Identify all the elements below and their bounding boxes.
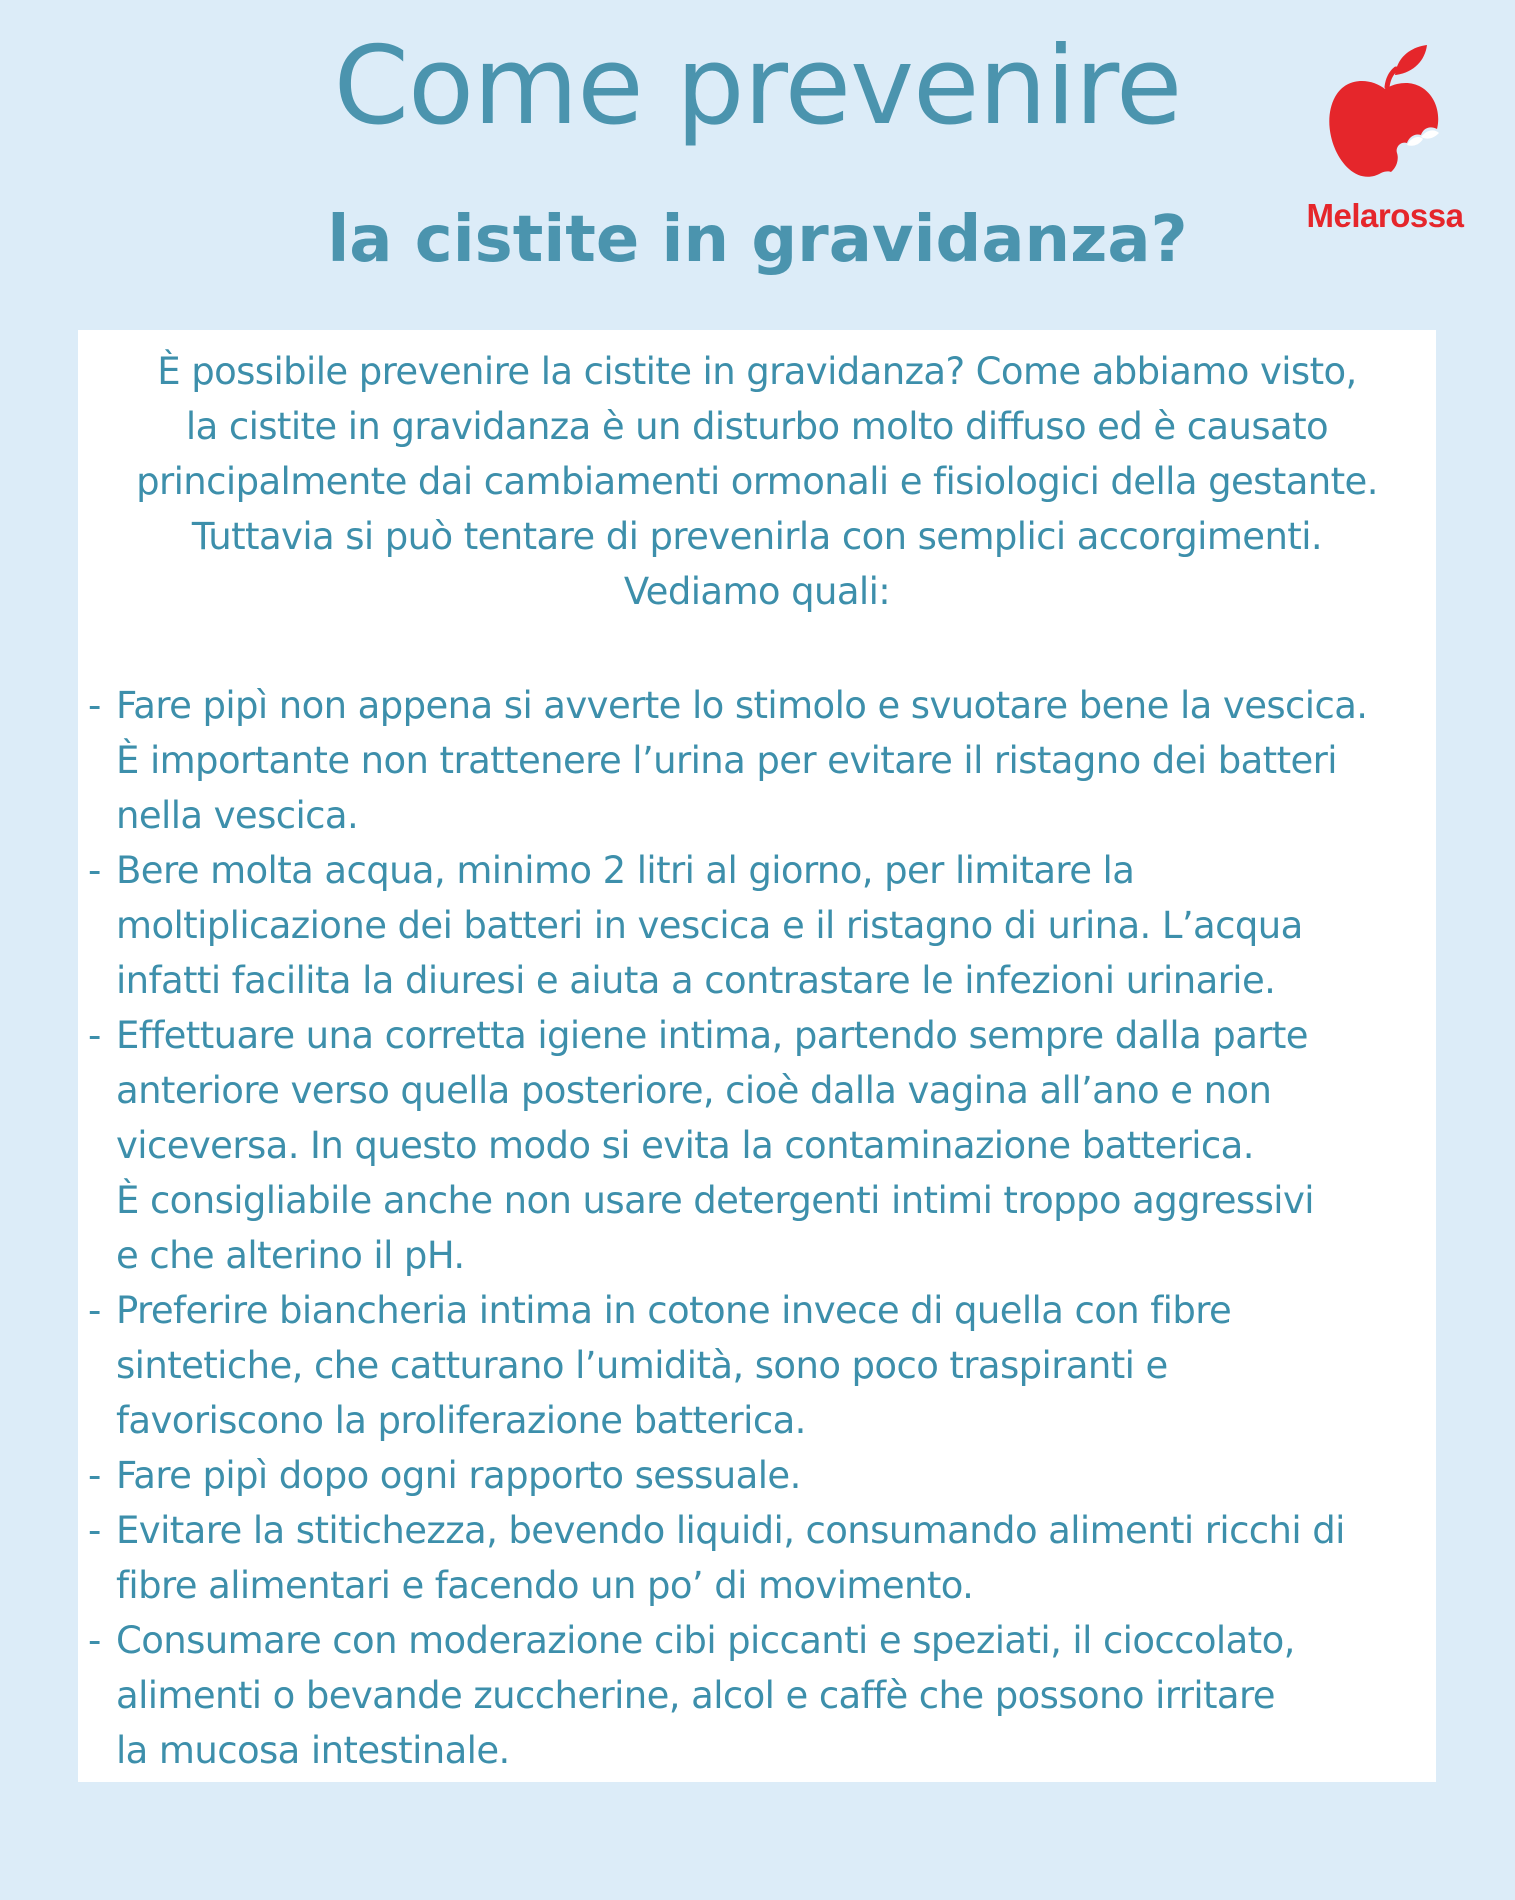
list-marker: - <box>88 1454 101 1497</box>
list-item-line: È importante non trattenere l’urina per evitare il ristagno dei batteri <box>116 739 1337 782</box>
list-item-line: Bere molta acqua, minimo 2 litri al giorno, per limitare la <box>116 849 1135 892</box>
list-item <box>88 1613 1433 1778</box>
intro-paragraph <box>78 344 1436 619</box>
list-item-line: Fare pipì non appena si avverte lo stimolo e svuotare bene la vescica. <box>116 684 1368 727</box>
content-panel <box>78 330 1436 1782</box>
list-item <box>88 843 1433 1008</box>
list-item-line: Effettuare una corretta igiene intima, partendo sempre dalla parte <box>116 1014 1308 1057</box>
brand-logo <box>1290 45 1480 245</box>
list-item-line: sintetiche, che catturano l’umidità, sono poco traspiranti e <box>116 1344 1168 1387</box>
list-item-line: e che alterino il pH. <box>116 1234 465 1277</box>
list-marker: - <box>88 684 101 727</box>
list-item-line: alimenti o bevande zuccherine, alcol e caffè che possono irritare <box>116 1674 1275 1717</box>
list-item <box>88 1283 1433 1448</box>
brand-name: Melarossa <box>1306 197 1464 234</box>
intro-line: Vediamo quali: <box>623 570 891 613</box>
list-item-line: Preferire biancheria intima in cotone invece di quella con fibre <box>116 1289 1232 1332</box>
list-item-line: nella vescica. <box>116 794 359 837</box>
list-item-line: Evitare la stitichezza, bevendo liquidi, consumando alimenti ricchi di <box>116 1509 1345 1552</box>
list-item <box>88 1503 1433 1613</box>
list-item-line: viceversa. In questo modo si evita la contaminazione batterica. <box>116 1124 1254 1167</box>
list-marker: - <box>88 1509 101 1552</box>
list-item-line: favoriscono la proliferazione batterica. <box>116 1399 806 1442</box>
apple-icon <box>1325 45 1445 185</box>
list-marker: - <box>88 1014 101 1057</box>
intro-line: Tuttavia si può tentare di prevenirla con semplici accorgimenti. <box>191 515 1323 558</box>
list-item-line: anteriore verso quella posteriore, cioè dalla vagina all’ano e non <box>116 1069 1272 1112</box>
list-item-line: Consumare con moderazione cibi piccanti e speziati, il cioccolato, <box>116 1619 1295 1662</box>
list-item-line: infatti facilita la diuresi e aiuta a contrastare le infezioni urinarie. <box>116 959 1276 1002</box>
page-subtitle: la cistite in gravidanza? <box>327 203 1188 277</box>
list-item-line: Fare pipì dopo ogni rapporto sessuale. <box>116 1454 801 1497</box>
tips-list <box>88 678 1433 1778</box>
list-marker: - <box>88 849 101 892</box>
page-title: Come prevenire <box>333 24 1182 149</box>
intro-line: principalmente dai cambiamenti ormonali e fisiologici della gestante. <box>136 460 1378 503</box>
list-item <box>88 1008 1433 1283</box>
intro-line: la cistite in gravidanza è un disturbo molto diffuso ed è causato <box>185 405 1329 448</box>
list-item-line: la mucosa intestinale. <box>116 1729 510 1772</box>
list-item-line: moltiplicazione dei batteri in vescica e il ristagno di urina. L’acqua <box>116 904 1303 947</box>
intro-line: È possibile prevenire la cistite in gravidanza? Come abbiamo visto, <box>157 350 1357 393</box>
list-item <box>88 678 1433 843</box>
list-marker: - <box>88 1289 101 1332</box>
list-item <box>88 1448 1433 1503</box>
list-marker: - <box>88 1619 101 1662</box>
list-item-line: fibre alimentari e facendo un po’ di movimento. <box>116 1564 974 1607</box>
list-item-line: È consigliabile anche non usare detergenti intimi troppo aggressivi <box>116 1179 1314 1222</box>
